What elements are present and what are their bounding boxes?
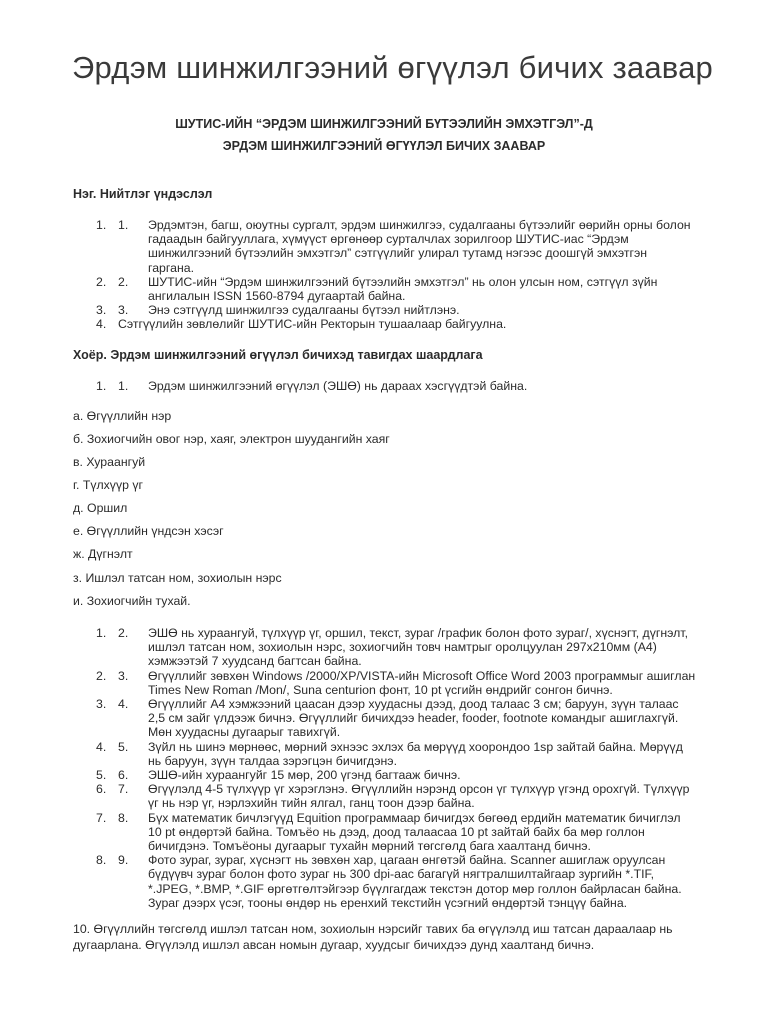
section-2-list [96, 626, 696, 910]
list-item: 7. 8. Бүх математик бичлэгүүд Equition программаар бичигдэх бөгөөд ердийн математик бичиглэл 10 pt өндөртэй байна. Томъёо нь дээд, доод талаасаа 10 pt зайтай байх ба мөр голлон бичигдэнэ. Томъёоны дугаарыг тухайн мөрний төгсгөлд бага хаалтанд бичнэ. [96, 810, 681, 854]
section-1-heading: Нэг. Нийтлэг үндэслэл [73, 187, 213, 201]
header-line-2: ЭРДЭМ ШИНЖИЛГЭЭНИЙ ӨГҮҮЛЭЛ БИЧИХ ЗААВАР [222, 139, 546, 153]
list-item: 5. 6. ЭШӨ-ийн хураангуйг 15 мөр, 200 үгэнд багтааж бичнэ. [96, 768, 461, 783]
list-item: 4. 5. Зүйл нь шинэ мөрнөөс, мөрний эхнээс эхлэх ба мөрүүд хоорондоо 1sp зайтай байна. Мөрүүд нь баруун, зүүн талдаа зэрэгцэн бичигдэнэ. [96, 739, 683, 768]
page-title: Эрдэм шинжилгээний өгүүлэл бичих заавар [72, 50, 713, 85]
part-item: а. Өгүүллийн нэр [73, 409, 172, 423]
part-item: з. Ишлэл татсан ном, зохиолын нэрс [73, 571, 282, 585]
section-1-list [96, 218, 696, 332]
section-2-intro [96, 379, 696, 393]
list-item: 1. 1. Эрдэмтэн, багш, оюутны сургалт, эрдэм шинжилгээ, судалгааны бүтээлийг өөрийн орны болон гадаадын байгууллага, хүмүүст өргөнөөр сурталчлах зорилгоор ШУТИС-иас “Эрдэм шинжилгээний бүтээлийн эмхэтгэл” сэтгүүлийг улирал тутамд нэгээс доошгүй эмхэтгэн гаргана. [96, 218, 691, 275]
part-item: е. Өгүүллийн үндсэн хэсэг [73, 524, 224, 538]
part-item: д. Оршил [73, 501, 128, 515]
list-item: 3. 3. Энэ сэтгүүлд шинжилгээ судалгааны бүтээл нийтлэнэ. [96, 303, 460, 318]
part-item: и. Зохиогчийн тухай. [73, 594, 191, 608]
list-item: 8. 9. Фото зураг, зураг, хүснэгт нь зөвхөн хар, цагаан өнгөтэй байна. Scanner ашиглаж оруулсан бүдүүвч зураг болон фото зураг нь 300 dpi-аас багагүй нягтралшилтайгаар зургийн *.TIF, *.JPEG, *.BMP, *.GIF өргөтгөлтэйгээр бүүлгагдаж текстэн дотор мөр голлон байрласан байна. Зураг дээрх үсэг, тооны өндөр нь еренхий текстийн үсэгний өндөртэй тэнцүү байна. [96, 853, 682, 910]
list-item: 3. 4. Өгүүллийг А4 хэмжээний цаасан дээр хуудасны дээд, доод талаас 3 см; баруун, зүүн талаас 2,5 см зайг үлдээж бичнэ. Өгүүллийг бичихдээ header, fooder, footnote командыг ашиглахгүй. Мөн хуудасны дугаарыг тавихгүй. [96, 697, 679, 740]
part-item: б. Зохиогчийн овог нэр, хаяг, электрон шуудангийн хаяг [73, 432, 390, 446]
header-line-1: ШУТИС-ИЙН “ЭРДЭМ ШИНЖИЛГЭЭНИЙ БҮТЭЭЛИЙН ЭМХЭТГЭЛ”-Д [175, 117, 593, 131]
list-item: 2. 3. Өгүүллийг зөвхөн Windows /2000/XP/VISTA-ийн Microsoft Office Word 2003 программыг ашиглан Times New Roman /Mon/, Suna centurion фонт, 10 pt үсгийн өндрийг сонгон бичнэ. [96, 668, 696, 697]
list-item: 1. 1. Эрдэм шинжилгээний өгүүлэл (ЭШӨ) нь дараах хэсгүүдтэй байна. [96, 379, 528, 393]
part-item: в. Хураангуй [73, 455, 146, 469]
list-item: 2. 2. ШУТИС-ийн “Эрдэм шинжилгээний бүтээлийн эмхэтгэл” нь олон улсын ном, сэтгүүл зүйн ангилалын ISSN 1560-8794 дугаартай байна. [96, 274, 658, 304]
list-item: 6. 7. Өгүүлэлд 4-5 түлхүүр үг хэрэглэнэ. Өгүүллийн нэрэнд орсон үг түлхүүр үгэнд орохгүй. Түлхүүр үг нь нэр үг, нэрлэхийн тийн ялгал, ганц тоон дээр байна. [96, 782, 690, 811]
paragraph-10: 10. Өгүүллийн төгсгөлд ишлэл татсан ном, зохиолын нэрсийг тавих ба өгүүлэлд иш татсан дараалаар нь дугаарлана. Өгүүлэлд ишлэл авсан номын дугаар, хуудсыг бичихдээ дунд хаалтанд бичнэ. [73, 922, 673, 952]
section-2-heading: Хоёр. Эрдэм шинжилгээний өгүүлэл бичихэд тавигдах шаардлага [73, 348, 483, 362]
list-item: 1. 2. ЭШӨ нь хураангуй, түлхүүр үг, оршил, текст, зураг /график болон фото зураг/, хүснэгт, дүгнэлт, ишлэл татсан ном, зохиолын нэрс, зохиогчийн товч намтрыг оролцуулан 297х210мм (А4) хэмжээтэй 7 хуудсанд багтсан байна. [96, 626, 688, 669]
part-item: ж. Дүгнэлт [73, 547, 133, 561]
part-item: г. Түлхүүр үг [73, 478, 143, 492]
list-item: 4. Сэтгүүлийн зөвлөлийг ШУТИС-ийн Ректорын тушаалаар байгуулна. [96, 317, 507, 332]
